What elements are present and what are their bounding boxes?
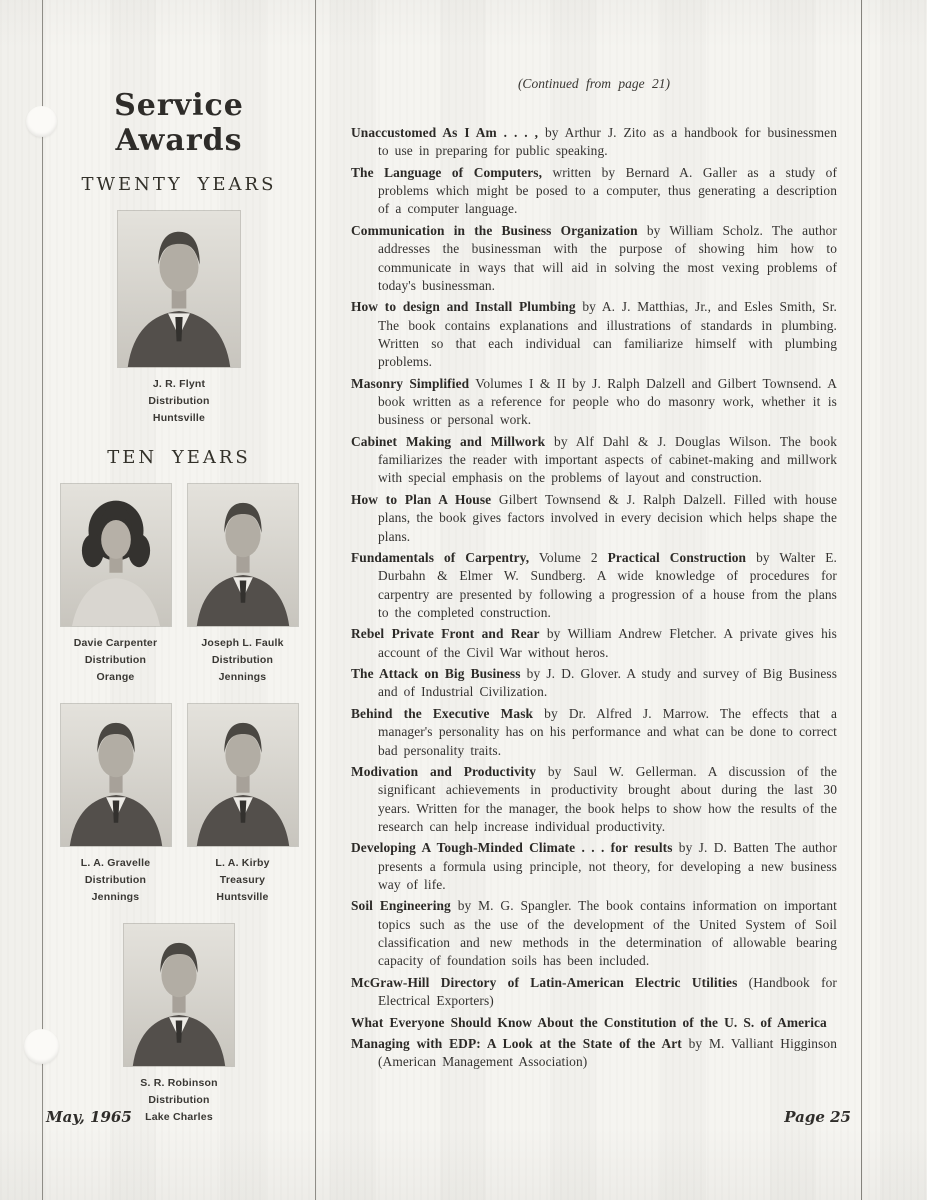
book-title: Soil Engineering [351,898,451,914]
person-dept: Treasury [219,874,266,886]
portrait-photo [118,211,240,367]
book-description: by J. D. Glover. A study and survey of Big Business and of Industrial Civilization. [378,666,837,700]
book-entry [351,1014,837,1032]
book-title: Fundamentals of Carpentry, [351,549,530,565]
book-title: Cabinet Making and Millwork [351,433,546,449]
service-awards-title: Service Awards [114,88,244,158]
person-name: S. R. Robinson [140,1077,218,1089]
book-title: Managing with EDP: A Look at the State of the Art [351,1035,682,1051]
portrait-photo [188,704,298,846]
book-description: by William Scholz. The author addresses the businessman with the purpose of showing him how to communicate in ways that will aid in solving the most vexing problems of today's businessman. [378,222,837,293]
portrait-photo [124,924,234,1066]
person-name: L. A. Kirby [215,857,270,869]
person-dept: Distribution [148,1094,210,1106]
person-city: Lake Charles [145,1111,213,1123]
book-title: Unaccustomed As I Am . . . , [351,125,539,140]
book-title: Masonry Simplified [351,375,470,391]
book-title: What Everyone Should Know About the Constitution of the U. S. of America [351,1014,827,1030]
book-entry [351,549,837,622]
person-name: Joseph L. Faulk [201,637,284,649]
portrait-photo [188,484,298,626]
book-title: The Language of Computers, [351,164,543,180]
person-dept: Distribution [211,654,274,666]
book-entry [351,763,837,836]
person-card [57,704,174,906]
person-card [124,924,234,1126]
person-city: Jennings [218,671,267,683]
person-card [184,484,301,686]
book-description: by J. D. Batten The author presents a formula using principle, not theory, for developing a new business way of life. [378,840,838,893]
book-description: by Saul W. Gellerman. A discussion of the significant achievements in productivity brought about during the last 30 years. Written for the manager, the book helps to show how the results of the research can help increase individual productivity. [378,763,837,834]
photo-caption [57,376,301,427]
book-entry [351,625,837,662]
book-entry [351,897,837,970]
book-title: The Attack on Big Business [351,666,521,682]
book-description: by M. G. Spangler. The book contains information on important topics such as the use of the development of the United System of Soil classification and new methods in the determination of allowable bearing capacity of foundation soils has been included. [378,898,837,969]
book-entry [351,974,837,1011]
photo-caption [57,635,174,686]
person-dept: Distribution [84,874,147,886]
book-entry [351,124,837,161]
book-description: written by Bernard A. Galler as a study of problems which might be posed to a computer, thus generating a description of a computer language. [378,164,838,217]
book-description: Gilbert Townsend & J. Ralph Dalzell. Filled with house plans, the book gives factors involved in every decision which helps shape the plans. [378,491,837,544]
book-description: by Alf Dahl & J. Douglas Wilson. The book familiarizes the reader with important aspects of cabinet-making and millwork with special emphasis on the problems of layout and construction. [378,433,837,486]
person-name: J. R. Flynt [152,378,206,390]
book-description: Volumes I & II by J. Ralph Dalzell and Gilbert Townsend. A book written as a reference for people who do masonry work, whether it is business or personal work. [378,375,837,428]
book-entry [351,1035,837,1072]
person-city: Huntsville [216,891,269,903]
photo-caption [57,855,174,906]
photo-caption [184,635,301,686]
book-title: How to design and Install Plumbing [351,299,576,315]
person-card [57,484,174,686]
book-title: Modivation and Productivity [351,763,537,779]
section-heading: TWENTY YEARS [81,174,277,195]
person-name: L. A. Gravelle [80,857,151,869]
book-entry [351,705,837,760]
service-awards-column [43,0,315,1160]
book-description: by Dr. Alfred J. Marrow. The effects that a manager's personality has on his performance and what can be done to correct bad personality traits. [378,705,837,758]
person-dept: Distribution [84,654,147,666]
person-city: Jennings [91,891,140,903]
people-grid [43,484,315,1126]
book-title: Practical Construction [607,549,747,565]
book-list-column [316,0,861,1075]
person-city: Huntsville [152,412,206,424]
book-description: by William Andrew Fletcher. A private gives his account of the Civil War without heros. [378,626,837,660]
section-heading: TEN YEARS [107,447,251,468]
book-entry [351,433,837,488]
book-title: Developing A Tough-Minded Climate . . . for results [351,840,673,856]
book-entry [351,298,837,371]
book-title: How to Plan A House [351,491,492,507]
book-entry [351,839,837,894]
continued-from-note: (Continued from page 21) [517,76,671,91]
person-card [184,704,301,906]
book-entry [351,164,837,219]
issue-date: May, 1965 [46,1108,132,1126]
person-name: Davie Carpenter [73,637,158,649]
book-entry [351,222,837,295]
book-entry [351,491,837,546]
page-number: Page 25 [784,1108,851,1126]
photo-caption [124,1075,234,1126]
book-title: McGraw-Hill Directory of Latin-American Electric Utilities [351,974,738,990]
book-title: Communication in the Business Organization [351,222,638,238]
portrait-photo [61,484,171,626]
book-description: by M. Valliant Higginson (American Management Association) [378,1035,837,1070]
right-page-rule [861,0,862,1200]
book-title: Rebel Private Front and Rear [351,626,540,642]
person-dept: Distribution [148,395,210,407]
book-description: by Walter E. Durbahn & Elmer W. Sundberg. A wide knowledge of procedures for carpentry are presented by following a progression of a house from the plans to the completed construction. [378,549,837,620]
service-awards-sections [43,174,315,1126]
book-description: by Arthur J. Zito as a handbook for businessmen to use in preparing for public speaking. [378,125,837,159]
book-description: (Handbook for Electrical Exporters) [378,974,837,1009]
person-card [57,211,301,427]
book-title: Behind the Executive Mask [351,705,534,721]
people-grid [43,211,315,427]
book-entry [351,665,837,702]
book-entry [351,375,837,430]
photo-caption [184,855,301,906]
portrait-photo [61,704,171,846]
person-city: Orange [96,671,135,683]
book-description: Volume 2 [529,549,608,565]
book-description: by A. J. Matthias, Jr., and Esles Smith, Sr. The book contains explanations and illustrations of standards in plumbing. Written so that each individual can familiarize himself with plumbing problems. [378,299,837,370]
book-list [351,124,837,1072]
